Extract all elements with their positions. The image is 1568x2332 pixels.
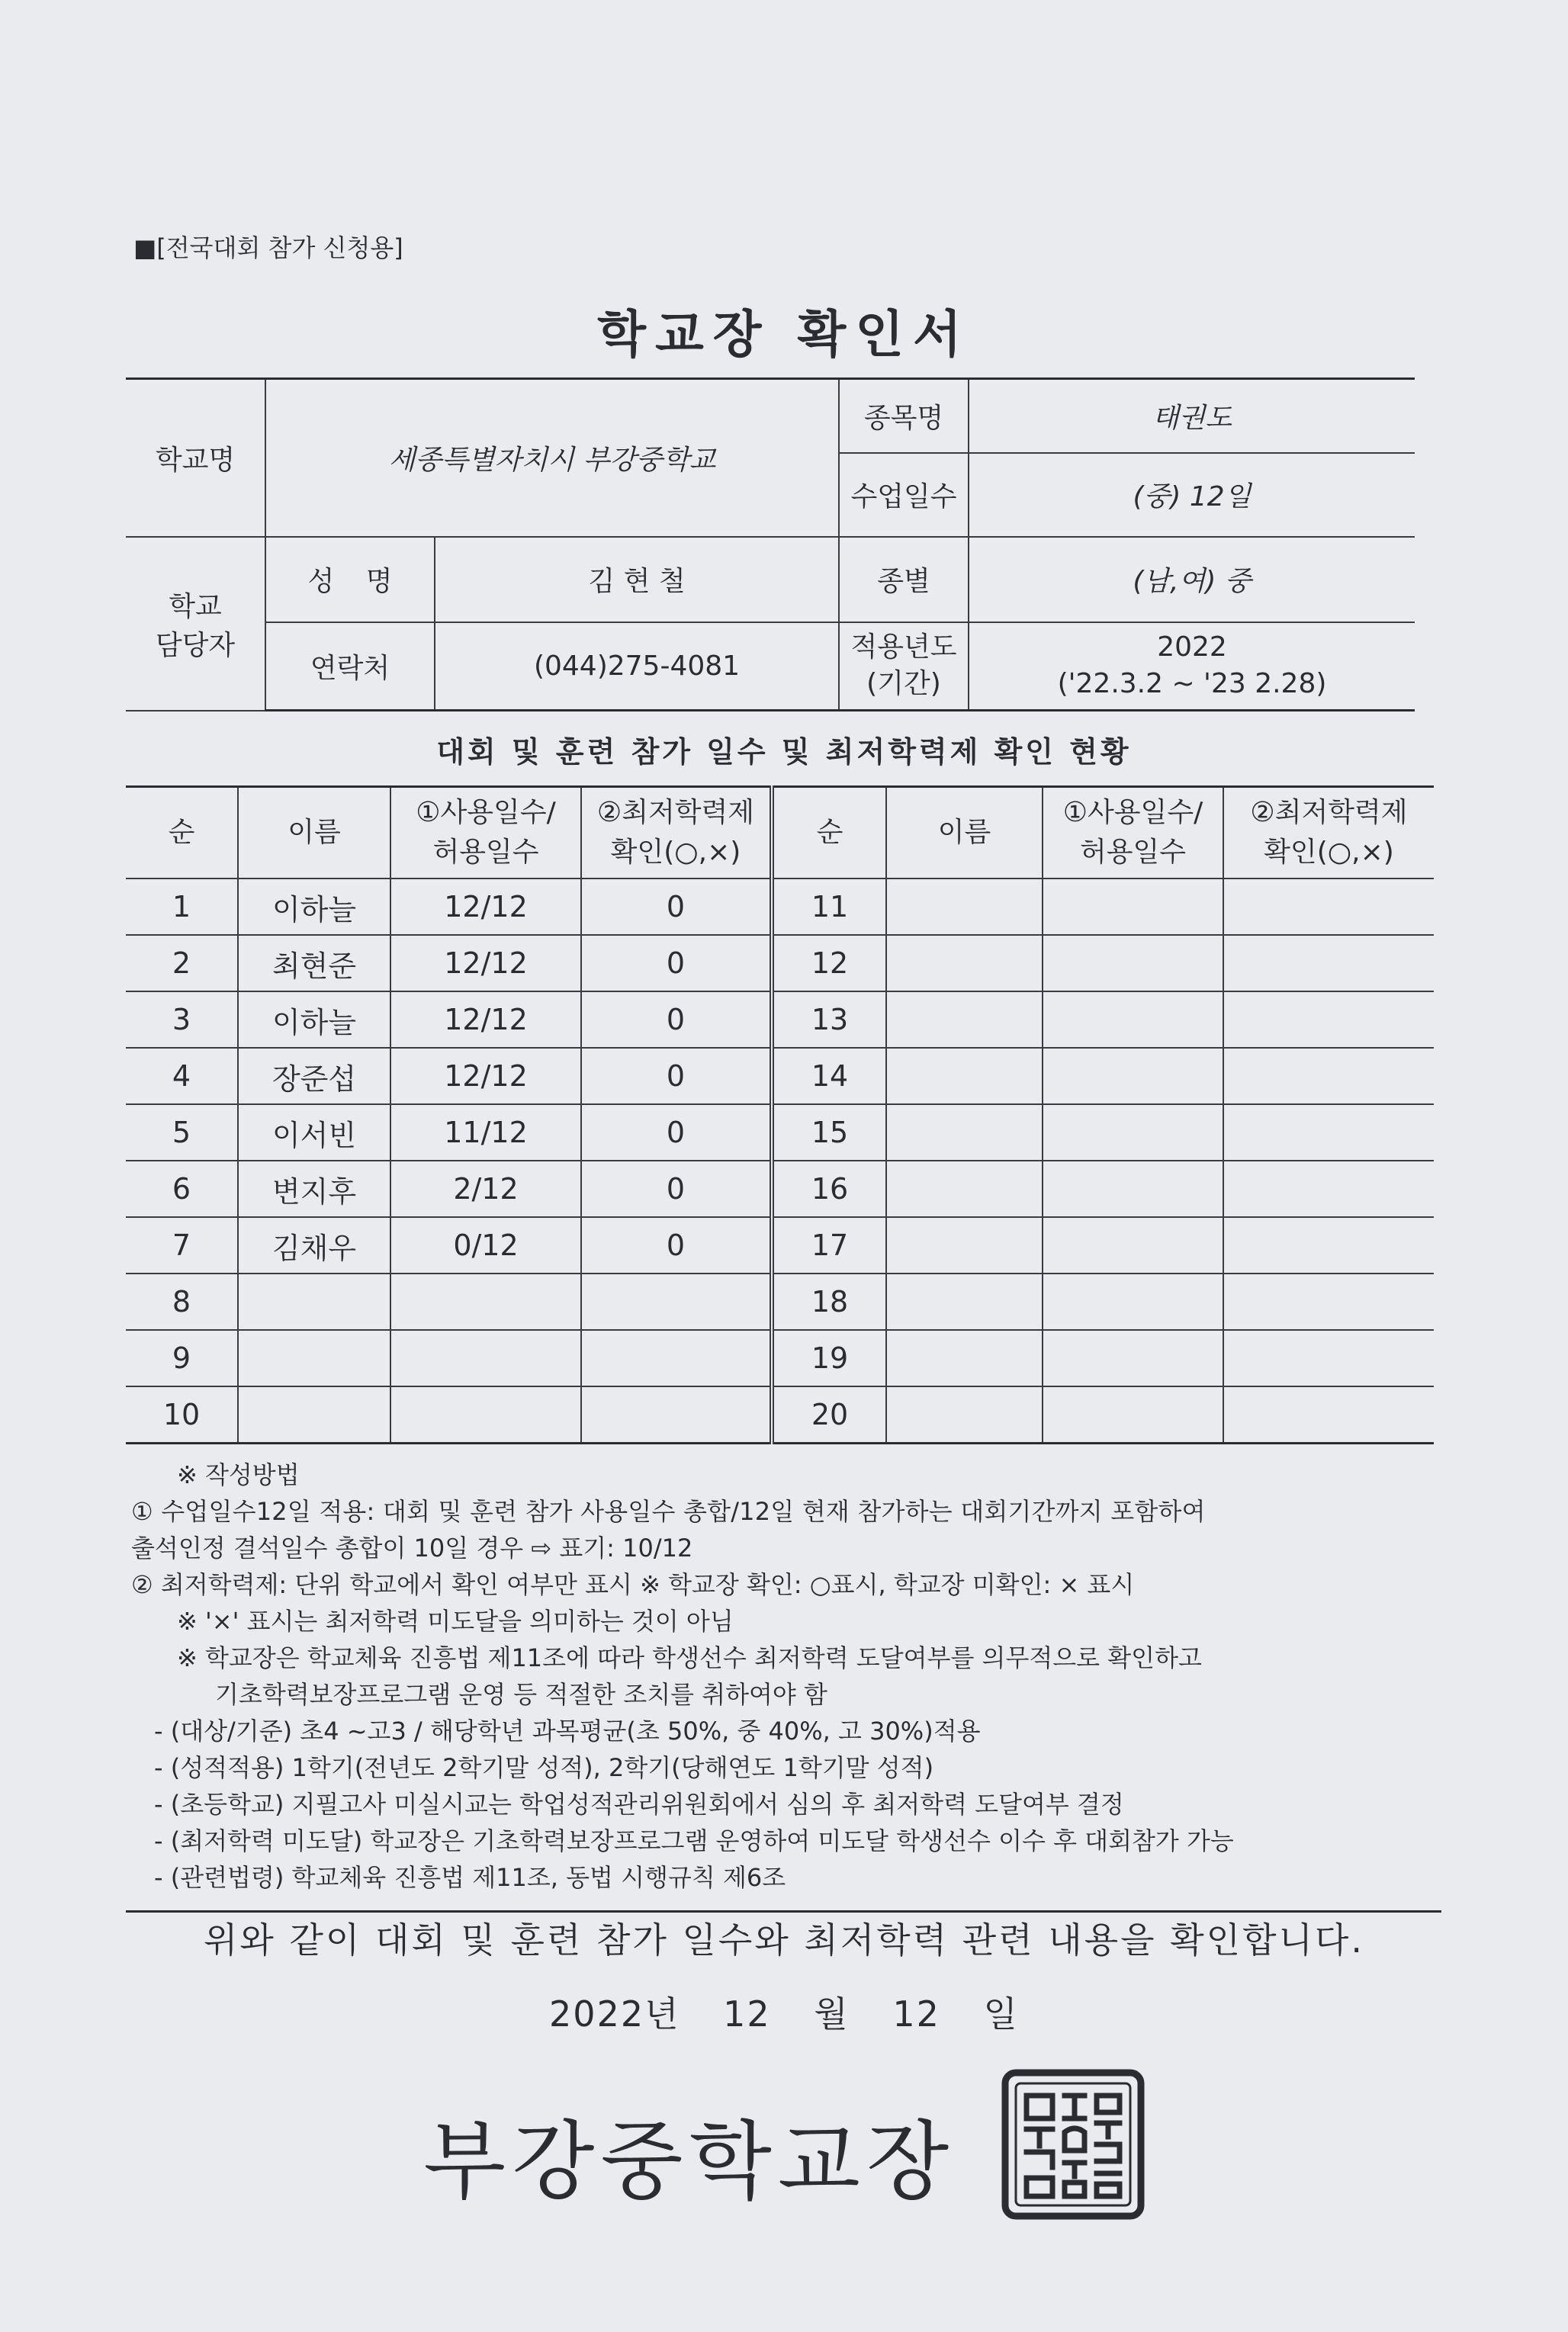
principal-signature: 부강중학교장	[423, 2112, 956, 2212]
method-line: - (관련법령) 학교체육 진흥법 제11조, 동법 시행규칙 제6조	[154, 1863, 786, 1892]
student-name: 변지후	[238, 1161, 390, 1217]
used-days	[390, 1386, 581, 1444]
gender-label: 종별	[839, 537, 969, 622]
method-line: ① 수업일수12일 적용: 대회 및 훈련 참가 사용일수 총합/12일 현재 참가하는 대회기간까지 포함하여	[131, 1497, 1206, 1526]
used-days	[1043, 879, 1223, 935]
school-label: 학교명	[126, 379, 265, 537]
min-academic-check: 0	[581, 991, 772, 1048]
student-name	[886, 1330, 1043, 1386]
table-row	[126, 1217, 1434, 1274]
student-name	[886, 1104, 1043, 1161]
used-days: 12/12	[390, 991, 581, 1048]
min-academic-check	[1223, 1048, 1434, 1104]
section-title: 대회 및 훈련 참가 일수 및 최저학력제 확인 현황	[436, 735, 1132, 769]
name-value: 김 현 철	[435, 537, 839, 622]
table-row	[126, 991, 1434, 1048]
min-academic-check	[1223, 1217, 1434, 1274]
row-number: 1	[126, 879, 238, 935]
row-number: 15	[772, 1104, 886, 1161]
row-number: 18	[772, 1274, 886, 1330]
confirmation-text: 위와 같이 대회 및 훈련 참가 일수와 최저학력 관련 내용을 확인합니다.	[203, 1919, 1365, 1961]
header-no: 순	[772, 787, 886, 879]
row-number: 12	[772, 935, 886, 991]
contact-label: 연락처	[265, 622, 435, 711]
used-days: 12/12	[390, 1048, 581, 1104]
student-name	[886, 1386, 1043, 1444]
row-number: 8	[126, 1274, 238, 1330]
sport-value: 태권도	[969, 379, 1415, 453]
row-number: 13	[772, 991, 886, 1048]
header-days: ①사용일수/ 허용일수	[390, 787, 581, 879]
min-academic-check	[1223, 935, 1434, 991]
table-row	[126, 1161, 1434, 1217]
row-number: 11	[772, 879, 886, 935]
row-number: 17	[772, 1217, 886, 1274]
student-name	[238, 1274, 390, 1330]
student-name	[238, 1386, 390, 1444]
method-line: - (최저학력 미도달) 학교장은 기초학력보장프로그램 운영하여 미도달 학생선수 이수 후 대회참가 가능	[154, 1826, 1234, 1855]
min-academic-check	[1223, 1330, 1434, 1386]
sport-label: 종목명	[839, 379, 969, 453]
participation-table	[126, 785, 1434, 1444]
used-days	[1043, 1048, 1223, 1104]
used-days	[1043, 1330, 1223, 1386]
issue-date: 2022년 12 월 12 일	[549, 1993, 1019, 2035]
student-name: 최현준	[238, 935, 390, 991]
student-name	[886, 1048, 1043, 1104]
min-academic-check	[1223, 1274, 1434, 1330]
used-days	[1043, 1104, 1223, 1161]
table-row	[126, 935, 1434, 991]
row-number: 7	[126, 1217, 238, 1274]
min-academic-check	[1223, 879, 1434, 935]
contact-value: (044)275-4081	[435, 622, 839, 711]
method-line: ※ '×' 표시는 최저학력 미도달을 의미하는 것이 아님	[177, 1607, 734, 1636]
used-days	[1043, 1161, 1223, 1217]
method-line: 출석인정 결석일수 총합이 10일 경우 ⇨ 표기: 10/12	[131, 1534, 693, 1563]
row-number: 14	[772, 1048, 886, 1104]
row-number: 3	[126, 991, 238, 1048]
min-academic-check	[1223, 1161, 1434, 1217]
classdays-value: (중) 12일	[969, 453, 1415, 537]
method-line: ※ 학교장은 학교체육 진흥법 제11조에 따라 학생선수 최저학력 도달여부를 의무적으로 확인하고	[177, 1643, 1202, 1672]
form-category: ■[전국대회 참가 신청용]	[133, 233, 403, 262]
table-row	[126, 1274, 1434, 1330]
year-label: 적용년도 (기간)	[839, 622, 969, 711]
min-academic-check	[581, 1386, 772, 1444]
used-days	[1043, 1217, 1223, 1274]
min-academic-check	[1223, 1104, 1434, 1161]
table-header-row	[126, 787, 1434, 879]
header-no: 순	[126, 787, 238, 879]
row-number: 4	[126, 1048, 238, 1104]
header-name: 이름	[238, 787, 390, 879]
min-academic-check: 0	[581, 1104, 772, 1161]
row-number: 19	[772, 1330, 886, 1386]
row-number: 5	[126, 1104, 238, 1161]
table-row	[126, 1386, 1434, 1444]
used-days: 12/12	[390, 879, 581, 935]
student-name: 이하늘	[238, 991, 390, 1048]
student-name	[238, 1330, 390, 1386]
row-number: 20	[772, 1386, 886, 1444]
min-academic-check: 0	[581, 1048, 772, 1104]
header-check: ②최저학력제 확인(○,×)	[581, 787, 772, 879]
student-name	[886, 935, 1043, 991]
used-days	[1043, 991, 1223, 1048]
min-academic-check	[1223, 991, 1434, 1048]
min-academic-check	[581, 1274, 772, 1330]
row-number: 10	[126, 1386, 238, 1444]
used-days: 12/12	[390, 935, 581, 991]
method-line: ② 최저학력제: 단위 학교에서 확인 여부만 표시 ※ 학교장 확인: ○표시, 학교장 미확인: × 표시	[131, 1570, 1135, 1599]
year-value: 2022 ('22.3.2 ~ '23 2.28)	[969, 622, 1415, 711]
name-label: 성 명	[265, 537, 435, 622]
method-line: - (대상/기준) 초4 ~고3 / 해당학년 과목평균(초 50%, 중 40%, 고 30%)적용	[154, 1717, 981, 1746]
student-name: 이하늘	[238, 879, 390, 935]
method-heading: ※ 작성방법	[177, 1460, 300, 1489]
header-name: 이름	[886, 787, 1043, 879]
used-days	[1043, 1386, 1223, 1444]
used-days: 11/12	[390, 1104, 581, 1161]
student-name	[886, 879, 1043, 935]
school-value: 세종특별자치시 부강중학교	[265, 379, 839, 537]
student-name	[886, 991, 1043, 1048]
student-name	[886, 1217, 1043, 1274]
min-academic-check: 0	[581, 935, 772, 991]
classdays-label: 수업일수	[839, 453, 969, 537]
student-name: 이서빈	[238, 1104, 390, 1161]
student-name	[886, 1161, 1043, 1217]
gender-value: (남,여) 중	[969, 537, 1415, 622]
min-academic-check: 0	[581, 879, 772, 935]
document-title: 학교장 확인서	[597, 305, 971, 364]
row-number: 9	[126, 1330, 238, 1386]
used-days	[390, 1330, 581, 1386]
info-table	[126, 377, 1415, 711]
min-academic-check	[1223, 1386, 1434, 1444]
method-line: - (성적적용) 1학기(전년도 2학기말 성적), 2학기(당해연도 1학기말 성적)	[154, 1753, 934, 1782]
writing-method	[131, 1457, 1443, 1896]
table-row	[126, 1330, 1434, 1386]
used-days	[390, 1274, 581, 1330]
row-number: 6	[126, 1161, 238, 1217]
official-seal-icon	[1001, 2068, 1145, 2221]
used-days: 0/12	[390, 1217, 581, 1274]
table-row	[126, 1048, 1434, 1104]
table-row	[126, 1104, 1434, 1161]
student-name: 장준섭	[238, 1048, 390, 1104]
method-line: 기초학력보장프로그램 운영 등 적절한 조치를 취하여야 함	[215, 1680, 827, 1709]
manager-label: 학교 담당자	[126, 537, 265, 711]
used-days: 2/12	[390, 1161, 581, 1217]
student-name: 김채우	[238, 1217, 390, 1274]
row-number: 2	[126, 935, 238, 991]
min-academic-check: 0	[581, 1161, 772, 1217]
min-academic-check	[581, 1330, 772, 1386]
header-days: ①사용일수/ 허용일수	[1043, 787, 1223, 879]
method-line: - (초등학교) 지필고사 미실시교는 학업성적관리위원회에서 심의 후 최저학력 도달여부 결정	[154, 1790, 1124, 1819]
row-number: 16	[772, 1161, 886, 1217]
header-check: ②최저학력제 확인(○,×)	[1223, 787, 1434, 879]
table-row	[126, 879, 1434, 935]
student-name	[886, 1274, 1043, 1330]
used-days	[1043, 935, 1223, 991]
used-days	[1043, 1274, 1223, 1330]
min-academic-check: 0	[581, 1217, 772, 1274]
